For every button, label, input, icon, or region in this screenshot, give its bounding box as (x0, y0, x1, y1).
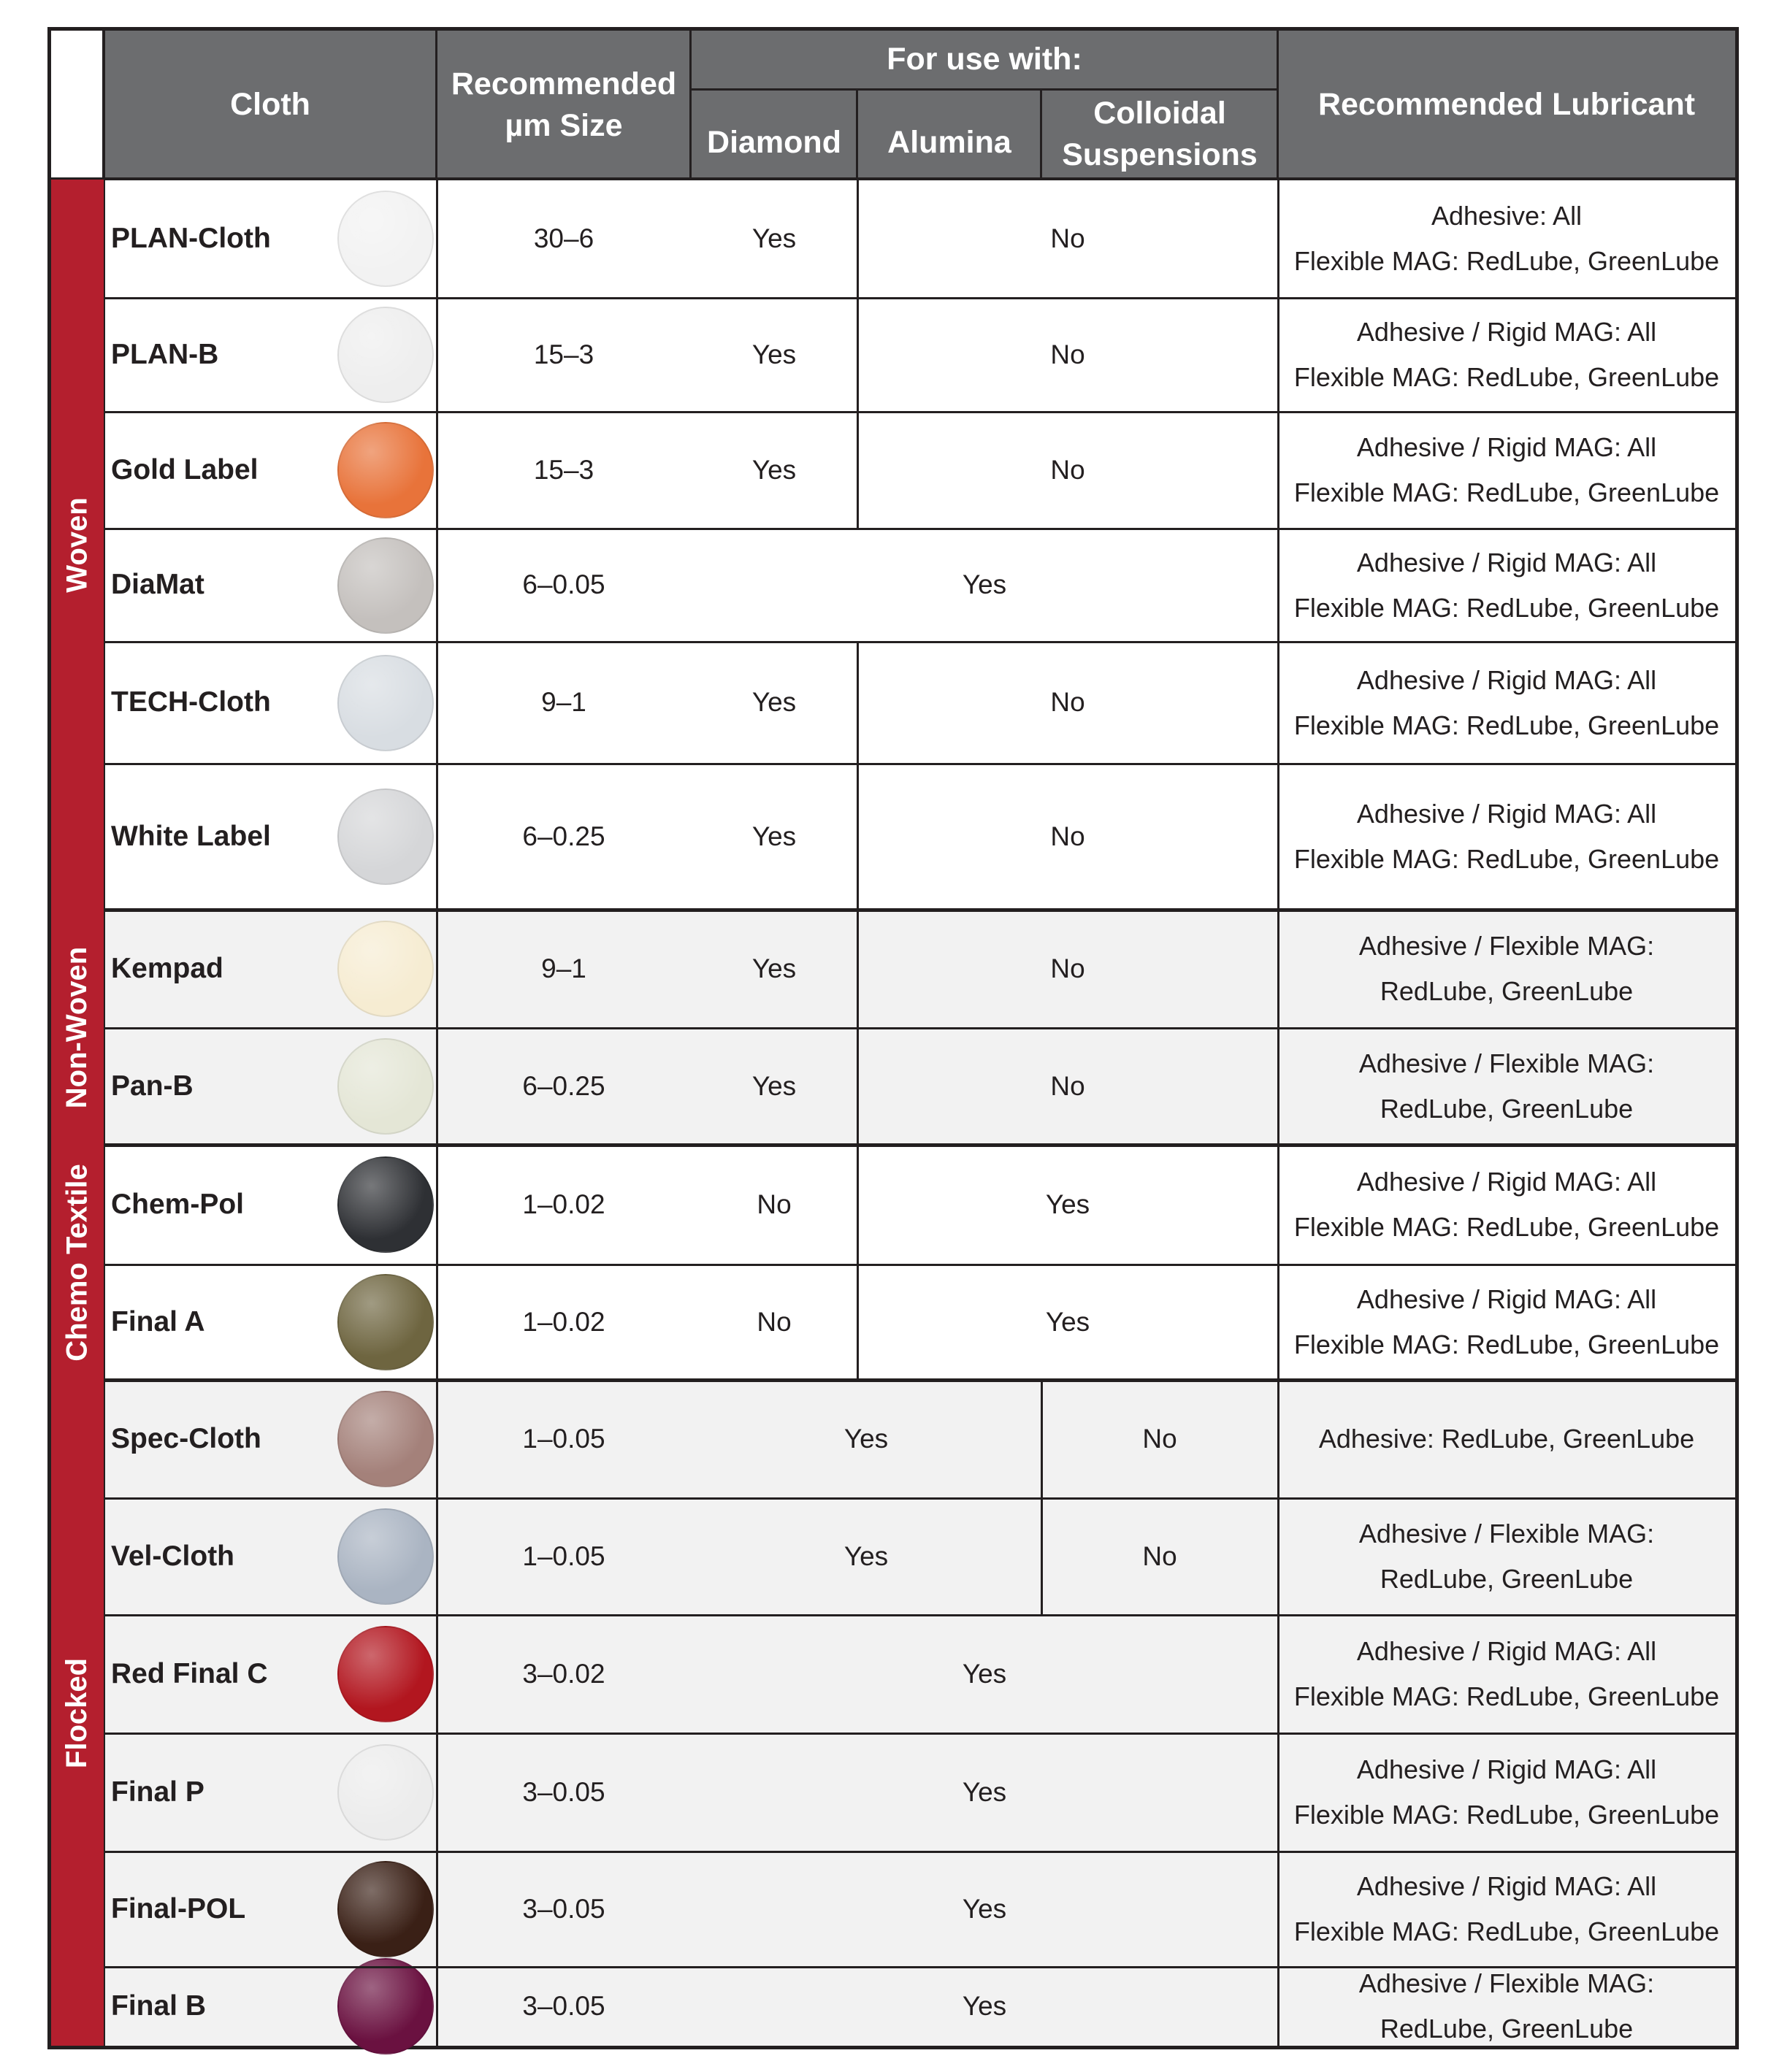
row-rule (104, 528, 1735, 530)
compat-colloidal-cell: No (1142, 1423, 1177, 1454)
column-rule (436, 1380, 438, 1498)
size-cell: 6–0.25 (522, 821, 605, 851)
header-cloth: Cloth (104, 31, 437, 180)
lubricant-line: Flexible MAG: RedLube, GreenLube (1293, 246, 1720, 276)
lubricant-line: Flexible MAG: RedLube, GreenLube (1293, 362, 1720, 392)
column-rule (1277, 642, 1279, 764)
header-column-rule (435, 31, 437, 180)
compat-other-cell: No (1050, 1070, 1085, 1101)
compat-other-cell: Yes (1045, 1189, 1090, 1219)
cloth-name: TECH-Cloth (111, 686, 271, 718)
row-rule (104, 1378, 1735, 1382)
compat-other-cell: No (1050, 454, 1085, 485)
column-rule (1277, 1145, 1279, 1265)
size-cell: 6–0.05 (522, 569, 605, 600)
compat-diamond-cell: No (757, 1189, 792, 1219)
size-cell: 15–3 (533, 454, 594, 485)
cloth-name: White Label (111, 820, 271, 852)
cloth-swatch (337, 1958, 434, 2054)
category-chemo-textile: Chemo Textile (51, 1145, 104, 1380)
column-rule (436, 764, 438, 910)
column-rule (1277, 1967, 1279, 2046)
cloth-swatch (337, 655, 434, 751)
cloth-selection-table (47, 27, 1739, 2049)
header-diamond: Diamond (691, 89, 857, 180)
compat-other-cell: No (1050, 953, 1085, 983)
size-cell: 1–0.02 (522, 1306, 605, 1337)
column-rule (436, 1852, 438, 1967)
lubricant-line: Adhesive / Flexible MAG: (1358, 1519, 1655, 1549)
size-cell: 3–0.05 (522, 1893, 605, 1924)
size-cell: 1–0.05 (522, 1540, 605, 1571)
compat-other-cell: No (1050, 339, 1085, 369)
cloth-swatch (337, 422, 434, 518)
row-rule (104, 1966, 1735, 1968)
compat-diamond-cell: Yes (751, 953, 797, 983)
header-alumina: Alumina (857, 89, 1041, 180)
compat-diamond-cell: Yes (751, 454, 797, 485)
row-rule (104, 411, 1735, 413)
lubricant-cell (1278, 1615, 1735, 1733)
column-rule (436, 1028, 438, 1145)
size-cell: 15–3 (533, 339, 594, 369)
lubricant-line: Adhesive / Flexible MAG: (1358, 931, 1655, 962)
cloth-swatch (337, 788, 434, 885)
lubricant-line: Flexible MAG: RedLube, GreenLube (1293, 1916, 1720, 1946)
cloth-name: PLAN-Cloth (111, 222, 271, 254)
compat-diamond-cell: Yes (751, 223, 797, 253)
column-rule (436, 412, 438, 529)
header-column-rule (1040, 89, 1042, 180)
cloth-name: Vel-Cloth (111, 1540, 235, 1572)
row-rule (104, 297, 1735, 299)
compat-all-cell: Yes (962, 1990, 1007, 2021)
column-rule (436, 1733, 438, 1852)
lubricant-line: Flexible MAG: RedLube, GreenLube (1293, 710, 1720, 740)
header-rule (51, 177, 1735, 180)
lubricant-cell (1278, 764, 1735, 910)
cloth-name: Final B (111, 1989, 207, 2022)
size-cell: 1–0.02 (522, 1189, 605, 1219)
cloth-swatch (337, 1038, 434, 1135)
row-rule (104, 763, 1735, 765)
compat-diamond-cell: Yes (751, 821, 797, 851)
compat-other-cell: No (1050, 687, 1085, 718)
cloth-name: Final A (111, 1305, 205, 1338)
lubricant-cell (1278, 1380, 1735, 1498)
row-rule (104, 641, 1735, 643)
header-column-rule (856, 89, 858, 180)
lubricant-line: RedLube, GreenLube (1380, 1564, 1634, 1594)
column-rule (1277, 1498, 1279, 1615)
lubricant-line: Adhesive / Rigid MAG: All (1356, 664, 1657, 695)
lubricant-line: Flexible MAG: RedLube, GreenLube (1293, 1800, 1720, 1830)
compat-diamond-cell: No (757, 1306, 792, 1337)
lubricant-cell (1278, 1967, 1735, 2046)
lubricant-line: Flexible MAG: RedLube, GreenLube (1293, 844, 1720, 874)
cloth-name: Kempad (111, 952, 223, 984)
size-cell: 9–1 (541, 687, 586, 718)
lubricant-cell (1278, 1852, 1735, 1967)
cloth-name: Chem-Pol (111, 1188, 245, 1220)
column-rule (1277, 1852, 1279, 1967)
compat-all-cell: Yes (962, 1776, 1007, 1807)
lubricant-line: Flexible MAG: RedLube, GreenLube (1293, 1681, 1720, 1711)
cloth-swatch (337, 1508, 434, 1605)
column-rule (436, 298, 438, 412)
column-rule (857, 1145, 859, 1265)
column-rule (436, 1265, 438, 1380)
column-rule (1277, 1380, 1279, 1498)
compat-diamond-alumina-cell: Yes (843, 1540, 889, 1571)
column-rule (857, 180, 859, 298)
cloth-swatch (337, 1744, 434, 1841)
lubricant-line: Adhesive / Rigid MAG: All (1356, 317, 1657, 348)
column-rule (857, 642, 859, 764)
lubricant-cell (1278, 180, 1735, 298)
lubricant-cell (1278, 1733, 1735, 1852)
header-column-rule (1277, 31, 1279, 180)
column-rule (857, 1265, 859, 1380)
lubricant-line: Adhesive / Rigid MAG: All (1356, 1167, 1657, 1197)
size-cell: 9–1 (541, 953, 586, 983)
lubricant-cell (1278, 910, 1735, 1028)
header-colloidal: Colloidal Suspensions (1041, 89, 1278, 180)
header-rule (691, 88, 1278, 91)
lubricant-line: Adhesive / Rigid MAG: All (1356, 1636, 1657, 1667)
column-rule (436, 642, 438, 764)
compat-all-cell: Yes (962, 1893, 1007, 1924)
column-rule (1277, 1733, 1279, 1852)
compat-colloidal-cell: No (1142, 1540, 1177, 1571)
lubricant-cell (1278, 1265, 1735, 1380)
row-rule (104, 1614, 1735, 1616)
size-cell: 3–0.05 (522, 1990, 605, 2021)
lubricant-cell (1278, 529, 1735, 642)
cloth-name: Pan-B (111, 1070, 194, 1102)
cloth-name: DiaMat (111, 569, 204, 601)
column-rule (1277, 1028, 1279, 1145)
compat-diamond-cell: Yes (751, 339, 797, 369)
compat-diamond-cell: Yes (751, 1070, 797, 1101)
column-rule (1041, 1380, 1043, 1498)
lubricant-line: Flexible MAG: RedLube, GreenLube (1293, 1329, 1720, 1359)
lubricant-line: RedLube, GreenLube (1380, 1094, 1634, 1124)
lubricant-line: Adhesive / Rigid MAG: All (1356, 1754, 1657, 1785)
category-flocked: Flocked (51, 1380, 104, 2046)
lubricant-line: RedLube, GreenLube (1380, 2014, 1634, 2044)
column-rule (1277, 764, 1279, 910)
header-lubricant: Recommended Lubricant (1278, 31, 1735, 180)
row-rule (104, 1143, 1735, 1147)
lubricant-line: Adhesive / Rigid MAG: All (1356, 1871, 1657, 1902)
lubricant-line: Adhesive: All (1431, 201, 1583, 231)
size-cell: 3–0.05 (522, 1776, 605, 1807)
category-woven: Woven (51, 180, 104, 910)
row-rule (104, 908, 1735, 912)
size-cell: 30–6 (533, 223, 594, 253)
column-rule (436, 1498, 438, 1615)
lubricant-cell (1278, 1145, 1735, 1265)
lubricant-cell (1278, 1028, 1735, 1145)
column-rule (1277, 529, 1279, 642)
column-rule (857, 764, 859, 910)
lubricant-line: Adhesive / Rigid MAG: All (1356, 799, 1657, 829)
compat-other-cell: No (1050, 821, 1085, 851)
cloth-swatch (337, 537, 434, 634)
column-rule (1041, 1498, 1043, 1615)
size-cell: 6–0.25 (522, 1070, 605, 1101)
column-rule (436, 1145, 438, 1265)
column-rule (1277, 412, 1279, 529)
row-rule (104, 1264, 1735, 1266)
lubricant-line: RedLube, GreenLube (1380, 976, 1634, 1006)
lubricant-line: Flexible MAG: RedLube, GreenLube (1293, 477, 1720, 507)
cloth-swatch (337, 1274, 434, 1370)
column-rule (436, 1615, 438, 1733)
cloth-swatch (337, 307, 434, 403)
header-for-use-with: For use with: (691, 31, 1278, 89)
cloth-name: Final-POL (111, 1892, 246, 1925)
compat-all-cell: Yes (962, 569, 1007, 600)
lubricant-cell (1278, 1498, 1735, 1615)
compat-other-cell: Yes (1045, 1306, 1090, 1337)
column-rule (857, 298, 859, 412)
row-rule (104, 1733, 1735, 1735)
lubricant-line: Adhesive: RedLube, GreenLube (1318, 1424, 1695, 1454)
lubricant-line: Adhesive / Rigid MAG: All (1356, 1284, 1657, 1315)
compat-diamond-alumina-cell: Yes (843, 1423, 889, 1454)
compat-diamond-cell: Yes (751, 687, 797, 718)
compat-all-cell: Yes (962, 1658, 1007, 1689)
column-rule (436, 1967, 438, 2046)
row-rule (104, 1497, 1735, 1500)
header-column-rule (689, 31, 692, 180)
row-rule (104, 1027, 1735, 1029)
column-rule (436, 910, 438, 1028)
lubricant-line: Adhesive / Flexible MAG: (1358, 1968, 1655, 1999)
column-rule (436, 529, 438, 642)
cloth-name: Red Final C (111, 1657, 268, 1689)
lubricant-line: Flexible MAG: RedLube, GreenLube (1293, 592, 1720, 623)
column-rule (1277, 1615, 1279, 1733)
lubricant-cell (1278, 412, 1735, 529)
lubricant-line: Adhesive / Rigid MAG: All (1356, 432, 1657, 463)
column-rule (857, 1028, 859, 1145)
column-rule (436, 180, 438, 298)
compat-other-cell: No (1050, 223, 1085, 253)
cloth-swatch (337, 191, 434, 287)
cloth-swatch (337, 921, 434, 1017)
column-rule (857, 412, 859, 529)
size-cell: 1–0.05 (522, 1423, 605, 1454)
cloth-swatch (337, 1156, 434, 1253)
lubricant-line: Adhesive / Flexible MAG: (1358, 1048, 1655, 1079)
cloth-name: Gold Label (111, 453, 259, 486)
row-rule (104, 1851, 1735, 1853)
column-rule (1277, 1265, 1279, 1380)
column-rule (1277, 910, 1279, 1028)
lubricant-cell (1278, 298, 1735, 412)
lubricant-line: Adhesive / Rigid MAG: All (1356, 547, 1657, 578)
cloth-swatch (337, 1861, 434, 1957)
cloth-swatch (337, 1626, 434, 1722)
column-rule (857, 910, 859, 1028)
column-rule (1277, 180, 1279, 298)
size-cell: 3–0.02 (522, 1658, 605, 1689)
lubricant-line: Flexible MAG: RedLube, GreenLube (1293, 1212, 1720, 1242)
lubricant-cell (1278, 642, 1735, 764)
column-rule (1277, 298, 1279, 412)
cloth-swatch (337, 1391, 434, 1487)
category-non-woven: Non-Woven (51, 910, 104, 1145)
cloth-name: PLAN-B (111, 338, 219, 370)
header-size: Recommended µm Size (437, 31, 691, 180)
cloth-name: Spec-Cloth (111, 1422, 261, 1454)
cloth-name: Final P (111, 1776, 204, 1808)
